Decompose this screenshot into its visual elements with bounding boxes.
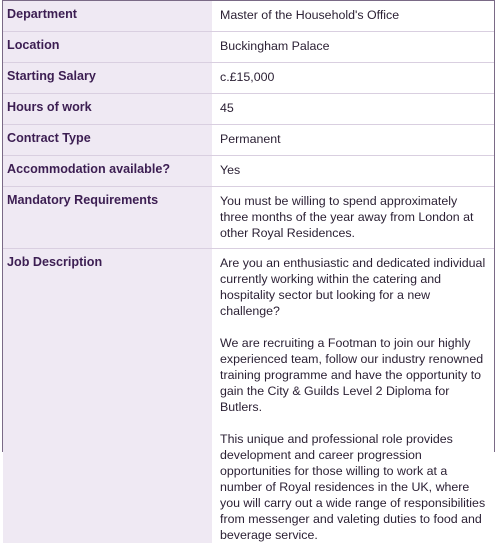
row-value-contract-type: Permanent — [212, 125, 494, 156]
row-label-department: Department — [3, 1, 212, 32]
row-label-starting-salary: Starting Salary — [3, 63, 212, 94]
job-details-table — [3, 1, 494, 543]
table-row — [3, 94, 494, 125]
table-row — [3, 125, 494, 156]
job-description-paragraph: This unique and professional role provides development and career progression opportunities for those willing to work at a number of Royal residences in the UK, where you will carry out a wide range of responsibilities from messenger and valeting duties to food and beverage service. — [220, 431, 488, 543]
row-label-hours-of-work: Hours of work — [3, 94, 212, 125]
row-value-mandatory-requirements: You must be willing to spend approximately three months of the year away from London at other Royal Residences. — [212, 187, 494, 249]
row-label-contract-type: Contract Type — [3, 125, 212, 156]
row-value-accommodation: Yes — [212, 156, 494, 187]
row-value-starting-salary: c.£15,000 — [212, 63, 494, 94]
row-value-job-description — [212, 249, 494, 543]
row-label-mandatory-requirements: Mandatory Requirements — [3, 187, 212, 249]
table-row — [3, 187, 494, 249]
table-row — [3, 63, 494, 94]
row-label-job-description: Job Description — [3, 249, 212, 543]
job-description-paragraph: We are recruiting a Footman to join our highly experienced team, follow our industry renowned training programme and have the opportunity to gain the City & Guilds Level 2 Diploma for Butlers. — [220, 335, 488, 415]
row-value-department: Master of the Household's Office — [212, 1, 494, 32]
row-value-hours-of-work: 45 — [212, 94, 494, 125]
table-row — [3, 1, 494, 32]
table-row — [3, 32, 494, 63]
table-row — [3, 249, 494, 543]
row-label-location: Location — [3, 32, 212, 63]
job-details-panel — [2, 0, 495, 452]
job-description-paragraph: Are you an enthusiastic and dedicated individual currently working within the catering and hospitality sector but looking for a new challenge? — [220, 255, 488, 319]
row-label-accommodation: Accommodation available? — [3, 156, 212, 187]
row-value-location: Buckingham Palace — [212, 32, 494, 63]
table-row — [3, 156, 494, 187]
